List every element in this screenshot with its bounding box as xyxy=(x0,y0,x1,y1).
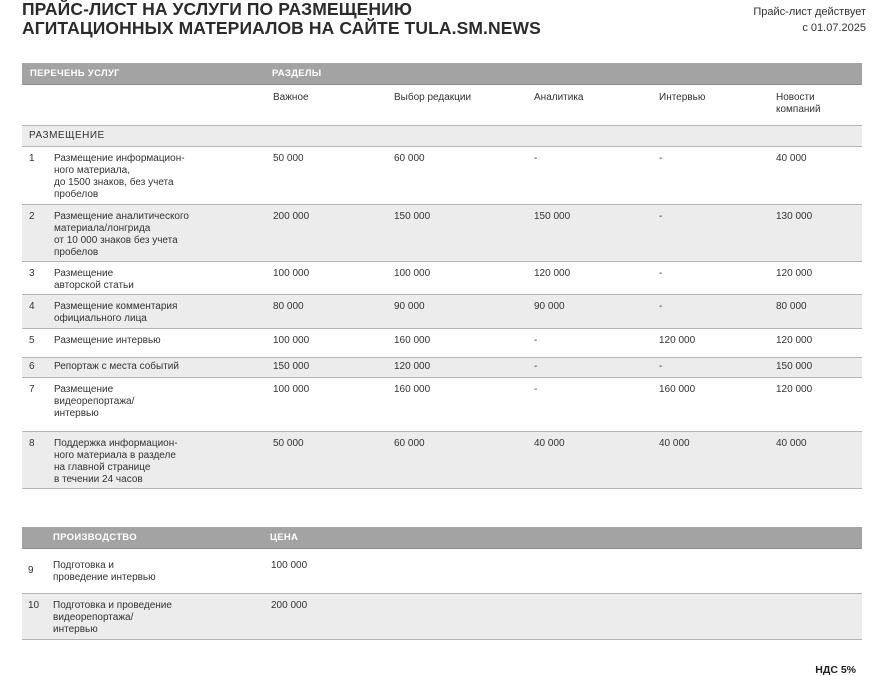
table-row xyxy=(22,205,862,262)
price-cell: 80 000 xyxy=(273,301,304,312)
column-header: Аналитика xyxy=(534,92,584,103)
row-number: 9 xyxy=(28,565,34,576)
price-cell: 80 000 xyxy=(776,301,807,312)
table-header xyxy=(22,63,862,85)
price-cell: 130 000 xyxy=(776,211,813,222)
column-header: Выбор редакции xyxy=(394,92,472,103)
row-number: 6 xyxy=(29,361,35,372)
service-name: Размещение аналитического материала/лонгрида от 10 000 знаков без учета пробелов xyxy=(54,211,189,258)
table-header xyxy=(22,527,862,549)
row-number: 5 xyxy=(29,335,35,346)
price-cell: 100 000 xyxy=(273,384,310,395)
price-cell: 60 000 xyxy=(394,438,425,449)
row-number: 8 xyxy=(29,438,35,449)
table-row xyxy=(22,549,862,594)
service-name: Поддержка информацион- ного материала в разделе на главной странице в течении 24 часов xyxy=(54,438,178,485)
table-row xyxy=(22,378,862,432)
price-cell: - xyxy=(534,335,538,346)
service-name: Подготовка и проведение видеорепортажа/ интервью xyxy=(53,600,172,635)
table-row xyxy=(22,432,862,489)
service-name: Подготовка и проведение интервью xyxy=(53,560,156,583)
section-label: РАЗМЕЩЕНИЕ xyxy=(29,130,105,141)
price-cell: 100 000 xyxy=(271,560,308,571)
price-cell: 160 000 xyxy=(394,335,431,346)
price-cell: 50 000 xyxy=(273,438,304,449)
row-number: 1 xyxy=(29,153,35,164)
table-row xyxy=(22,147,862,205)
row-number: 2 xyxy=(29,211,35,222)
service-name: Размещение комментария официального лица xyxy=(54,301,178,324)
row-number: 4 xyxy=(29,301,35,312)
price-cell: - xyxy=(659,153,663,164)
column-header: Важное xyxy=(273,92,309,103)
price-cell: 120 000 xyxy=(534,268,571,279)
column-header: Новости компаний xyxy=(776,92,821,115)
price-cell: 40 000 xyxy=(776,153,807,164)
price-cell: 200 000 xyxy=(273,211,310,222)
validity-line-2: с 01.07.2025 xyxy=(802,22,866,34)
column-header: Интервью xyxy=(659,92,706,103)
section-row xyxy=(22,126,862,147)
price-cell: 120 000 xyxy=(776,268,813,279)
title-line-1: ПРАЙС-ЛИСТ НА УСЛУГИ ПО РАЗМЕЩЕНИЮ xyxy=(22,0,412,19)
price-cell: 120 000 xyxy=(394,361,431,372)
price-cell: 150 000 xyxy=(534,211,571,222)
price-cell: 160 000 xyxy=(394,384,431,395)
price-cell: 120 000 xyxy=(659,335,696,346)
header-price: ЦЕНА xyxy=(270,532,299,543)
price-cell: 60 000 xyxy=(394,153,425,164)
price-cell: - xyxy=(659,268,663,279)
price-cell: 160 000 xyxy=(659,384,696,395)
validity-line-1: Прайс-лист действует xyxy=(753,6,866,18)
price-cell: 50 000 xyxy=(273,153,304,164)
price-cell: 40 000 xyxy=(534,438,565,449)
table-row xyxy=(22,295,862,329)
price-cell: 90 000 xyxy=(534,301,565,312)
price-cell: 150 000 xyxy=(273,361,310,372)
price-cell: 100 000 xyxy=(273,335,310,346)
validity-note xyxy=(753,4,866,36)
price-cell: 120 000 xyxy=(776,384,813,395)
row-number: 3 xyxy=(29,268,35,279)
price-cell: 40 000 xyxy=(776,438,807,449)
price-cell: 150 000 xyxy=(776,361,813,372)
price-cell: - xyxy=(534,384,538,395)
price-cell: 40 000 xyxy=(659,438,690,449)
service-name: Размещение интервью xyxy=(54,335,161,346)
price-cell: - xyxy=(659,211,663,222)
service-name: Репортаж с места событий xyxy=(54,361,179,372)
price-cell: - xyxy=(659,301,663,312)
service-name: Размещение авторской статьи xyxy=(54,268,134,291)
title-line-2: АГИТАЦИОННЫХ МАТЕРИАЛОВ НА САЙТЕ TULA.SM.NEWS xyxy=(22,18,541,38)
header-services: ПЕРЕЧЕНЬ УСЛУГ xyxy=(30,68,120,79)
price-cell: - xyxy=(534,153,538,164)
price-cell: 150 000 xyxy=(394,211,431,222)
price-cell: - xyxy=(659,361,663,372)
vat-note: НДС 5% xyxy=(815,664,856,676)
row-number: 7 xyxy=(29,384,35,395)
price-cell: 100 000 xyxy=(273,268,310,279)
price-cell: 200 000 xyxy=(271,600,308,611)
price-cell: - xyxy=(534,361,538,372)
header-sections: РАЗДЕЛЫ xyxy=(272,68,322,79)
price-cell: 90 000 xyxy=(394,301,425,312)
price-cell: 100 000 xyxy=(394,268,431,279)
table-row xyxy=(22,262,862,295)
table-row xyxy=(22,594,862,640)
row-number: 10 xyxy=(28,600,40,611)
column-headers-row xyxy=(22,85,862,126)
header-production: ПРОИЗВОДСТВО xyxy=(53,532,137,543)
table-row xyxy=(22,329,862,358)
service-name: Размещение видеорепортажа/ интервью xyxy=(54,384,135,419)
table-row xyxy=(22,358,862,378)
page-title xyxy=(22,0,622,38)
price-cell: 120 000 xyxy=(776,335,813,346)
service-name: Размещение информацион- ного материала, до 1500 знаков, без учета пробелов xyxy=(54,153,185,200)
